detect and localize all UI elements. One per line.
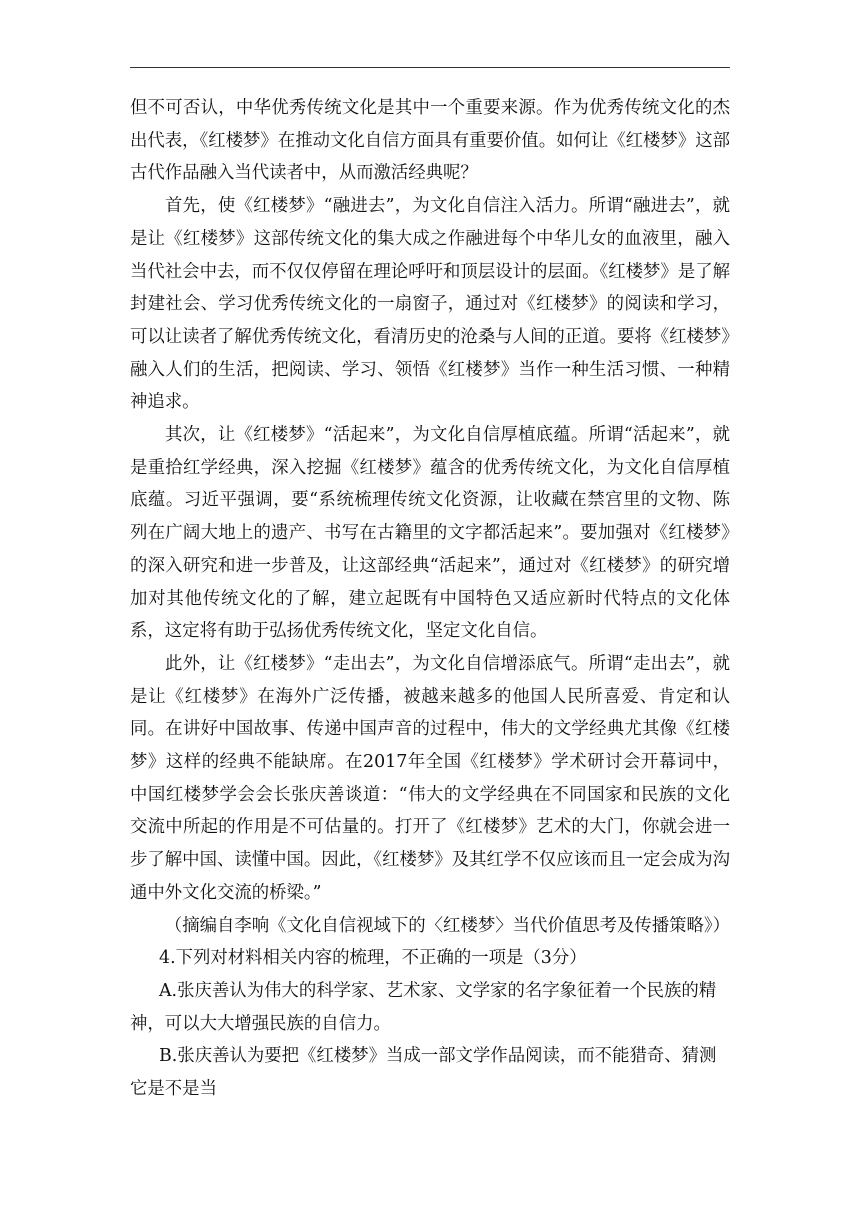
header-rule: [130, 67, 730, 68]
paragraph-second: 其次，让《红楼梦》“活起来”，为文化自信厚植底蕴。所谓“活起来”，就是重拾红学经典，深入挖掘《红楼梦》蕴含的优秀传统文化，为文化自信厚植底蕴。习近平强调，要“系统梳理传统文化资源，让收藏在禁宫里的文物、陈列在广阔大地上的遗产、书写在古籍里的文字都活起来”。要加强对《红楼梦》的深入研究和进一步普及，让这部经典“活起来”，通过对《红楼梦》的研究增加对其他传统文化的了解，建立起既有中国特色又适应新时代特点的文化体系，这定将有助于弘扬优秀传统文化，坚定文化自信。: [130, 425, 730, 642]
source-citation: （摘编自李响《文化自信视域下的〈红楼梦〉当代价值思考及传播策略》）: [164, 915, 730, 936]
question-stem: 4.下列对材料相关内容的梳理，不正确的一项是（3分）: [159, 948, 587, 969]
option-b: B.张庆善认为要把《红楼梦》当成一部文学作品阅读，而不能猎奇、猜测它是不是当: [130, 1046, 717, 1100]
paragraph-first: 首先，使《红楼梦》“融进去”，为文化自信注入活力。所谓“融进去”，就是让《红楼梦》这部传统文化的集大成之作融进每个中华儿女的血液里，融入当代社会中去，而不仅仅停留在理论呼吁和顶层设计的层面。《红楼梦》是了解封建社会、学习优秀传统文化的一扇窗子，通过对《红楼梦》的阅读和学习，可以让读者了解优秀传统文化，看清历史的沧桑与人间的正道。要将《红楼梦》融入人们的生活，把阅读、学习、领悟《红楼梦》当作一种生活习惯、一种精神追求。: [130, 196, 730, 413]
paragraph-intro: 但不可否认，中华优秀传统文化是其中一个重要来源。作为优秀传统文化的杰出代表，《红楼梦》在推动文化自信方面具有重要价值。如何让《红楼梦》这部古代作品融入当代读者中，从而激活经典呢？: [130, 98, 730, 184]
paragraph-third: 此外，让《红楼梦》“走出去”，为文化自信增添底气。所谓“走出去”，就是让《红楼梦》在海外广泛传播，被越来越多的他国人民所喜爱、肯定和认同。在讲好中国故事、传递中国声音的过程中，伟大的文学经典尤其像《红楼梦》这样的经典不能缺席。在2017年全国《红楼梦》学术研讨会开幕词中，中国红楼梦学会会长张庆善谈道：“伟大的文学经典在不同国家和民族的文化交流中所起的作用是不可估量的。打开了《红楼梦》艺术的大门，你就会进一步了解中国、读懂中国。因此，《红楼梦》及其红学不仅应该而且一定会成为沟通中外文化交流的桥梁。”: [130, 653, 730, 903]
document-body: [130, 92, 730, 1106]
option-a: A.张庆善认为伟大的科学家、艺术家、文学家的名字象征着一个民族的精神，可以大大增强民族的自信力。: [130, 980, 717, 1034]
